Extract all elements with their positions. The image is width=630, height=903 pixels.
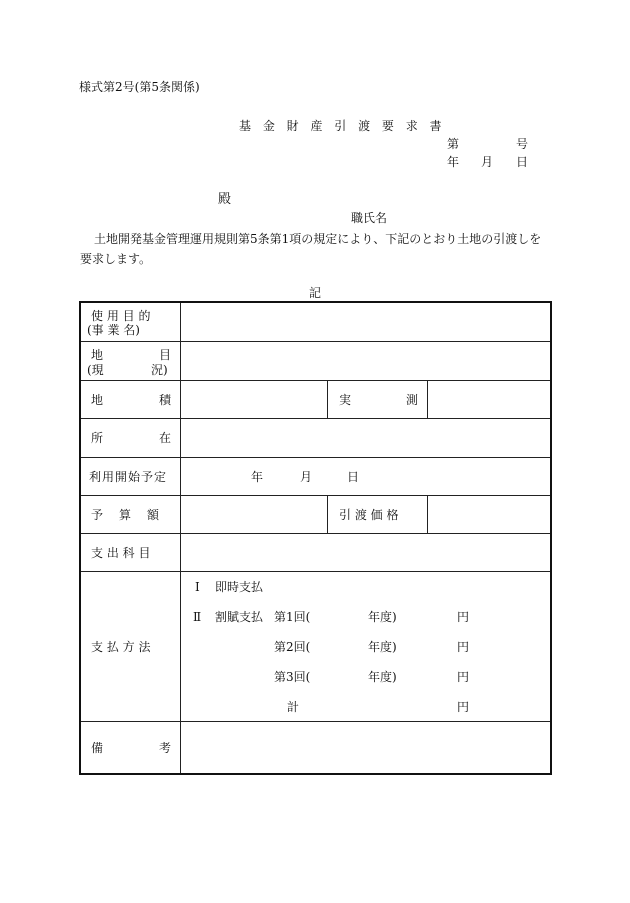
location-label-right: 在 (159, 431, 172, 445)
date-month: 月 (481, 155, 494, 169)
installment-row-year: 年度) (368, 670, 397, 684)
area-label-left: 地 (91, 393, 104, 407)
remarks-label-right: 考 (159, 741, 172, 755)
installment-numeral: Ⅱ (193, 610, 202, 624)
installment-row-year: 年度) (368, 610, 397, 624)
land-status-label-right: 況) (151, 363, 168, 377)
row-divider (81, 721, 550, 722)
installment-row-yen: 円 (457, 670, 470, 684)
request-body-text: 土地開発基金管理運用規則第5条第1項の規定により、下記のとおり土地の引渡しを要求します。 (80, 232, 542, 266)
installment-row-year: 年度) (368, 640, 397, 654)
number-prefix: 第 (447, 137, 460, 151)
installment-row-yen: 円 (457, 640, 470, 654)
installment-row-label: 第3回( (274, 670, 311, 684)
recipient-suffix: 殿 (218, 192, 232, 207)
measured-label-right: 測 (406, 393, 419, 407)
date-day: 日 (516, 155, 529, 169)
row-divider (81, 571, 550, 572)
installment-row-label: 第1回( (274, 610, 311, 624)
expense-item-label: 支 出 科 目 (91, 546, 151, 560)
location-label-left: 所 (91, 431, 104, 445)
document-date (447, 155, 529, 169)
budget-divider-right (427, 495, 428, 533)
row-divider (81, 380, 550, 381)
form-id: 様式第2号(第5条関係) (79, 80, 200, 94)
installment-payment-label: 割賦支払 (215, 610, 264, 624)
installment-total-label: 計 (287, 700, 300, 714)
number-suffix: 号 (516, 137, 529, 151)
land-status-label-left: (現 (87, 363, 104, 377)
remarks-label-left: 備 (91, 741, 104, 755)
sender-label: 職氏名 (351, 211, 388, 225)
request-form-table (79, 301, 552, 775)
start-date-year: 年 (251, 470, 264, 484)
land-category-label-right: 目 (159, 348, 172, 362)
record-label: 記 (309, 286, 322, 300)
installment-row-label: 第2回( (274, 640, 311, 654)
land-category-label-left: 地 (91, 348, 104, 362)
row-divider (81, 457, 550, 458)
transfer-price-label: 引 渡 価 格 (339, 508, 399, 522)
measured-label-left: 実 (339, 393, 352, 407)
start-date-day: 日 (347, 470, 360, 484)
label-column-divider (180, 303, 181, 773)
budget-divider-left (327, 495, 328, 533)
immediate-payment-label: 即時支払 (215, 580, 264, 594)
document-number (447, 137, 529, 151)
immediate-numeral: Ⅰ (195, 580, 200, 594)
budget-label: 予 算 額 (91, 508, 162, 522)
installment-total-yen: 円 (457, 700, 470, 714)
purpose-label: 使 用 目 的 (91, 309, 151, 323)
purpose-sublabel: (事 業 名) (87, 323, 140, 337)
row-divider (81, 495, 550, 496)
document-title: 基 金 財 産 引 渡 要 求 書 (239, 119, 446, 133)
start-date-month: 月 (300, 470, 313, 484)
area-divider-right (427, 380, 428, 418)
date-year: 年 (447, 155, 460, 169)
row-divider (81, 533, 550, 534)
area-label-right: 積 (159, 393, 172, 407)
row-divider (81, 341, 550, 342)
row-divider (81, 418, 550, 419)
payment-method-label: 支 払 方 法 (91, 640, 151, 654)
area-divider-left (327, 380, 328, 418)
start-date-label: 利用開始予定 (89, 470, 168, 484)
installment-row-yen: 円 (457, 610, 470, 624)
